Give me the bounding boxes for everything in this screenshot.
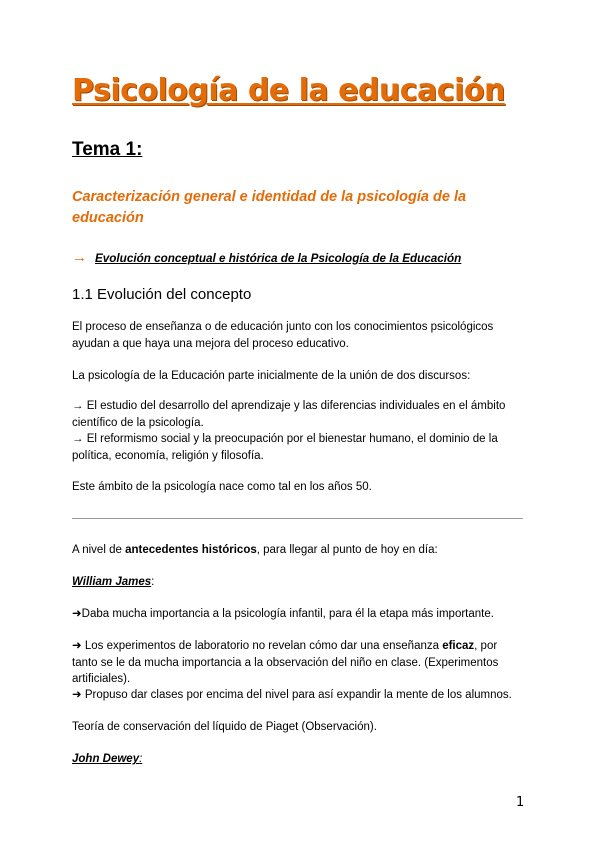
paragraph-2: La psicología de la Educación parte inicialmente de la unión de dos discursos:: [72, 370, 471, 382]
james-item-2-pre: ➜ Los experimentos de laboratorio no revelan cómo dar una enseñanza: [72, 640, 443, 652]
section-heading: [72, 249, 461, 266]
bullet-item-1: → El estudio del desarrollo del aprendizaje y las diferencias individuales en el ámbito científico de la psicología.: [72, 400, 506, 429]
james-item-2: [72, 638, 520, 688]
document-title: Psicología de la educación: [72, 73, 505, 108]
bullet-item-2: → El reformismo social y la preocupación por el bienestar humano, el dominio de la política, economía, religión y filosofía.: [72, 433, 498, 462]
james-item-2-post: , por tanto se le da mucha importancia a la observación del niño en clase. (Experimentos artificiales).: [72, 640, 499, 685]
antecedentes-paragraph: [72, 542, 520, 559]
james-item-3: ➜ Propuso dar clases por encima del nivel para así expandir la mente de los alumnos.: [72, 689, 512, 701]
james-item-4: Teoría de conservación del líquido de Piaget (Observación).: [72, 721, 377, 733]
john-dewey-colon: :: [139, 753, 143, 765]
page-number: 1: [516, 795, 525, 810]
section-heading-text: Evolución conceptual e histórica de la Psicología de la Educación: [95, 252, 462, 265]
john-dewey-heading: [72, 751, 520, 768]
william-james-colon: :: [151, 576, 155, 588]
tema-heading: Tema 1:: [72, 139, 143, 160]
antecedentes-pre: A nivel de: [72, 544, 126, 556]
james-item-1: ➜Daba mucha importancia a la psicología infantil, para él la etapa más importante.: [72, 608, 494, 620]
william-james-heading: [72, 574, 520, 591]
paragraph-1: El proceso de enseñanza o de educación junto con los conocimientos psicológicos ayudan a que haya una mejora del proceso educativo.: [72, 321, 494, 350]
antecedentes-bold: antecedentes históricos: [125, 544, 257, 556]
horizontal-divider: [72, 518, 523, 519]
antecedentes-post: , para llegar al punto de hoy en día:: [256, 544, 438, 556]
william-james-name: William James: [72, 576, 152, 588]
chapter-subtitle: Caracterización general e identidad de la psicología de la educación: [72, 189, 467, 226]
paragraph-3: Este ámbito de la psicología nace como tal en los años 50.: [72, 481, 372, 493]
john-dewey-name: John Dewey: [72, 753, 140, 765]
arrow-icon: →: [72, 249, 87, 266]
subheading: 1.1 Evolución del concepto: [72, 286, 252, 303]
james-item-2-bold: eficaz: [442, 640, 475, 652]
